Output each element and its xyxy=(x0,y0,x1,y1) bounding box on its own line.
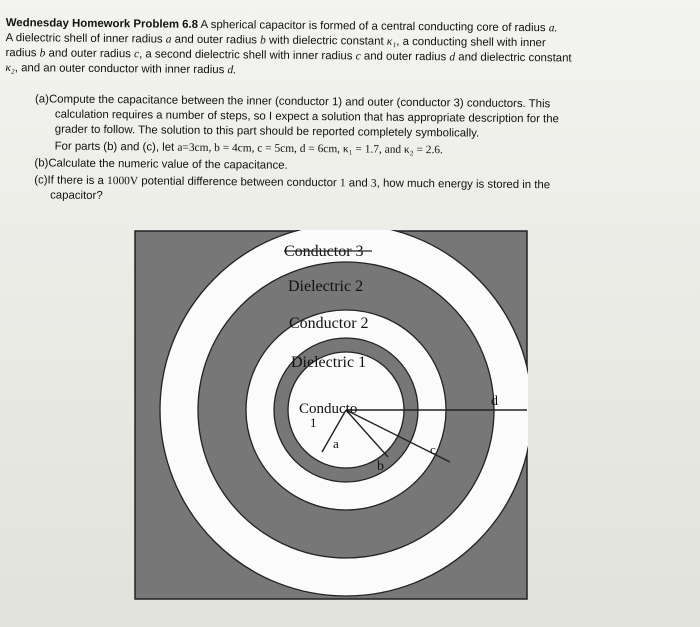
label-conductor-2: Conductor 2 xyxy=(289,315,369,332)
part-a-line-1: (a)Compute the capacitance between the inner (conductor 1) and outer (conductor 3) conductors. This xyxy=(34,93,551,111)
problem-line-4: κ₂, and an outer conductor with inner radius d. xyxy=(5,62,237,77)
capacitor-diagram xyxy=(134,230,528,600)
label-dielectric-2: Dielectric 2 xyxy=(288,278,364,295)
label-radius-d: d xyxy=(491,394,498,409)
part-c-line-1: (c)If there is a 1000V potential difference between conductor 1 and 3, how much energy is stored in the xyxy=(34,174,551,192)
label-radius-c: c xyxy=(430,442,436,457)
part-b-line: (b)Calculate the numeric value of the capacitance. xyxy=(34,157,288,172)
part-c-line-2: capacitor? xyxy=(50,189,103,202)
given-values: a=3cm, b = 4cm, c = 5cm, d = 6cm, κ₁ = 1.7, and κ₂ = 2.6. xyxy=(177,141,443,157)
label-conductor-3: Conductor 3 xyxy=(284,243,364,260)
label-conductor-1-number: 1 xyxy=(310,415,317,430)
problem-line-2: A dielectric shell of inner radius a and outer radius b with dielectric constant κ₁, a conducting shell with inner xyxy=(5,32,546,50)
label-radius-a: a xyxy=(333,436,339,451)
problem-line-3: radius b and outer radius c, a second dielectric shell with inner radius c and outer radius d and dielectric constant xyxy=(5,47,572,65)
label-conductor-1: Conducto xyxy=(299,401,358,417)
part-a-line-3: grader to follow. The solution to this part should be reported completely symbolically. xyxy=(54,123,480,140)
problem-line-1: Wednesday Homework Problem 6.8 A spherical capacitor is formed of a central conducting core of radius a. xyxy=(5,17,558,35)
problem-text xyxy=(0,0,700,202)
part-a-line-2: calculation requires a number of steps, so I expect a solution that has appropriate description for the xyxy=(54,108,559,126)
given-values-line: For parts (b) and (c), let a=3cm, b = 4cm, c = 5cm, d = 6cm, κ₁ = 1.7, and κ₂ = 2.6. xyxy=(54,140,443,157)
label-dielectric-1: Dielectric 1 xyxy=(291,354,367,371)
label-radius-b: b xyxy=(377,459,384,474)
problem-title: Wednesday Homework Problem 6.8 xyxy=(5,17,199,31)
